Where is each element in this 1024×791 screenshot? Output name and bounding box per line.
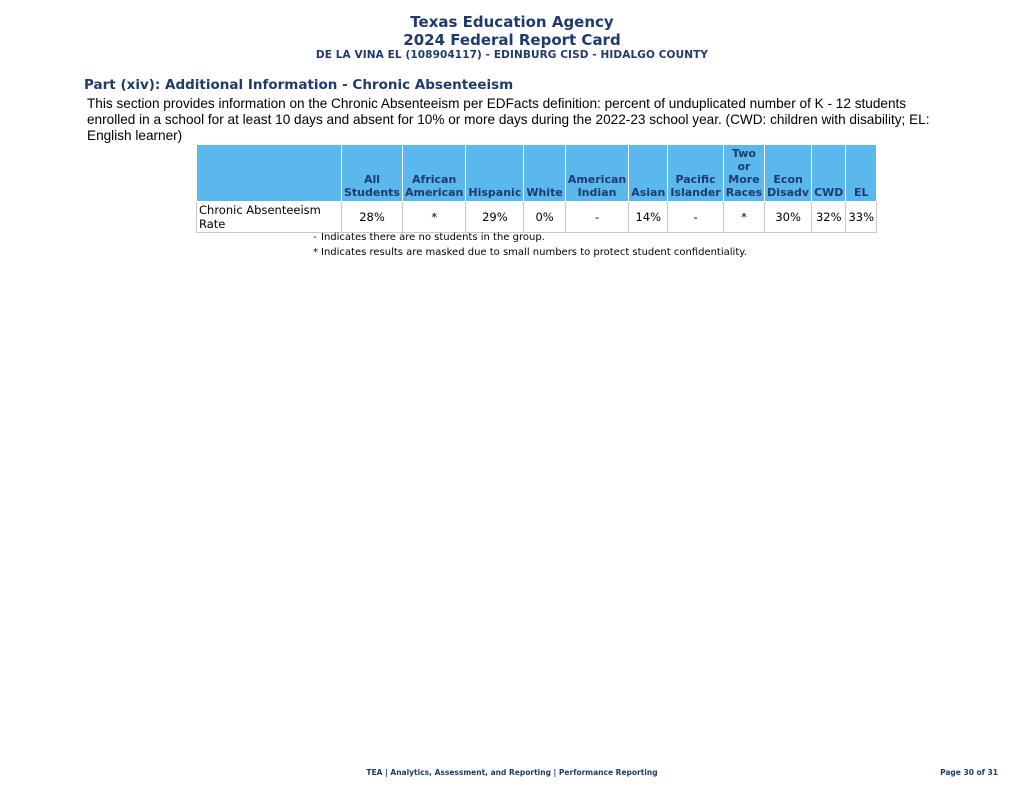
column-header-line: Indian (577, 186, 617, 199)
table-row (197, 202, 877, 233)
column-header-line: Hispanic (468, 186, 522, 199)
footer-text: TEA | Analytics, Assessment, and Reporting | Performance Reporting (366, 768, 658, 777)
table-cell: - (565, 202, 628, 233)
column-header-line: Disadv (767, 186, 810, 199)
column-header-line: Asian (631, 186, 666, 199)
column-header-line: EL (853, 186, 869, 199)
column-header-line: More (728, 173, 760, 186)
column-header (466, 145, 524, 202)
table-cell: 32% (812, 202, 846, 233)
column-header (765, 145, 812, 202)
row-label: Chronic Absenteeism Rate (197, 202, 342, 233)
section-description: This section provides information on the Chronic Absenteeism per EDFacts definition: percent of unduplicated number of K - 12 students enrolled in a school for at least 10 days and absent for 10% or more days during the 2022-23 school year. (CWD: children with disability; EL: English learner) (87, 96, 930, 143)
report-title: 2024 Federal Report Card (403, 31, 621, 49)
note-item (313, 247, 747, 258)
table-cell: 29% (466, 202, 524, 233)
note-text: Indicates there are no students in the group. (321, 232, 545, 243)
column-header (812, 145, 846, 202)
table-cell: - (668, 202, 723, 233)
column-header-line: Econ (773, 173, 803, 186)
table-cell: 14% (629, 202, 668, 233)
school-line: DE LA VINA EL (108904117) - EDINBURG CISD - HIDALGO COUNTY (315, 49, 709, 61)
note-symbol: - (313, 232, 317, 243)
column-header-line: Two (731, 147, 756, 160)
column-header-line: All (363, 173, 381, 186)
column-header-line: CWD (814, 186, 844, 199)
page-number: Page 30 of 31 (940, 768, 998, 777)
table-cell: 30% (765, 202, 812, 233)
note-text: Indicates results are masked due to small numbers to protect student confidentiality. (321, 247, 747, 258)
column-header-line: or (737, 160, 751, 173)
table-cell: 0% (524, 202, 565, 233)
table-cell: 28% (342, 202, 403, 233)
column-header-line: American (404, 186, 464, 199)
column-header (402, 145, 465, 202)
table-cell: * (402, 202, 465, 233)
legend-notes (313, 232, 747, 262)
column-header-line: American (567, 173, 627, 186)
column-header (846, 145, 877, 202)
note-symbol: * (313, 247, 318, 258)
column-header-line: White (526, 186, 563, 199)
table-header-row (197, 145, 877, 202)
section-title: Part (xiv): Additional Information - Chronic Absenteeism (84, 77, 514, 93)
note-item (313, 232, 747, 243)
table-header-corner (197, 145, 342, 202)
column-header (668, 145, 723, 202)
column-header-line: Races (725, 186, 763, 199)
column-header-line: Islander (670, 186, 721, 199)
column-header-line: African (412, 173, 457, 186)
chronic-absenteeism-table (196, 144, 877, 233)
column-header-line: Pacific (675, 173, 716, 186)
table-cell: 33% (846, 202, 877, 233)
column-header (565, 145, 628, 202)
table-cell: * (723, 202, 764, 233)
column-header (723, 145, 764, 202)
column-header-line: Students (344, 186, 400, 199)
agency-name: Texas Education Agency (410, 13, 614, 31)
column-header (342, 145, 403, 202)
column-header (524, 145, 565, 202)
column-header (629, 145, 668, 202)
